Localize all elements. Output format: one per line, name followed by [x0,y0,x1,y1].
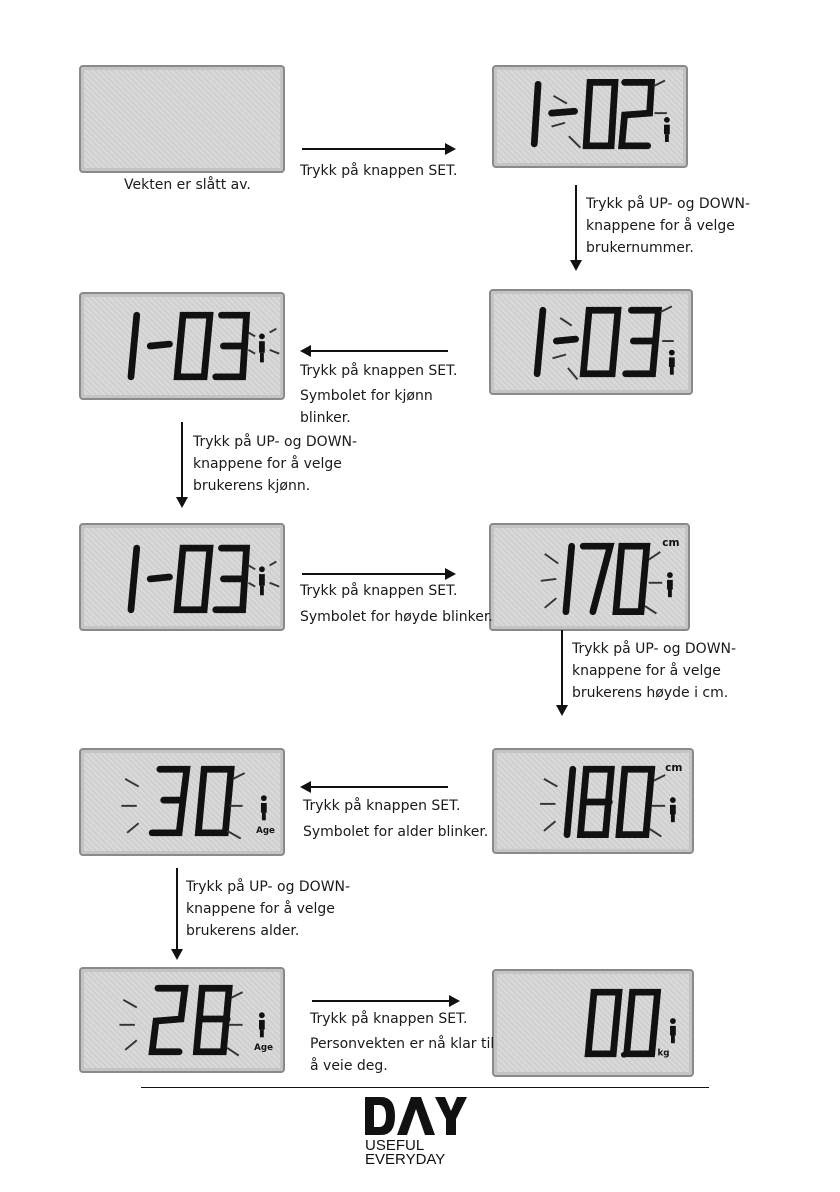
arrow-icon [569,185,583,271]
person-icon [670,797,676,822]
arrow-icon [300,780,448,794]
unit-age: Age [256,825,275,836]
caption-press-set-1 [300,160,457,182]
lcd-display-age-30 [79,748,285,856]
lcd-display-user-03 [489,289,693,395]
caption-line: å veie deg. [310,1058,388,1074]
lcd-display-user-03-gender [79,292,285,400]
caption-press-set-height [300,580,493,628]
caption-line: brukernummer. [586,240,694,256]
caption-line: blinker. [300,410,351,426]
arrow-icon [170,868,184,960]
caption-line: Trykk på knappen SET. [303,798,461,814]
lcd-display-user-03-gender-set [79,523,285,631]
lcd-display-age-28 [79,967,285,1073]
caption-press-set-gender [300,360,457,429]
caption-line: Personvekten er nå klar til [310,1036,495,1052]
caption-line: knappene for å velge [193,456,342,472]
lcd-display-weight-zero [492,969,694,1077]
caption-line: brukerens høyde i cm. [572,685,729,701]
person-icon [261,795,267,820]
person-icon [669,350,675,375]
caption-line: knappene for å velge [186,901,335,917]
caption-press-set-ready [310,1008,494,1077]
caption-line: Trykk på UP- og DOWN- [186,879,351,895]
person-icon [670,1018,676,1043]
lcd-display-height-180 [492,748,694,854]
arrow-icon [312,994,460,1008]
day-logo-mark [365,1097,467,1135]
caption-line: knappene for å velge [572,663,721,679]
arrow-icon [175,422,189,508]
person-icon [667,572,673,597]
footer-divider [141,1087,709,1088]
lcd-display-user-02 [492,65,688,168]
arrow-icon [302,567,456,581]
brand-logo [365,1097,475,1167]
caption-line: Trykk på knappen SET. [300,583,458,599]
lcd-display-off [79,65,285,173]
arrow-icon [300,344,448,358]
caption-scale-off [124,174,251,196]
person-icon [259,333,265,362]
logo-line-1: USEFUL [365,1137,425,1154]
arrow-icon [302,142,456,156]
caption-line: Trykk på UP- og DOWN- [193,434,358,450]
caption-line: Trykk på knappen SET. [300,163,458,179]
arrow-icon [555,630,569,716]
person-icon [664,117,670,142]
caption-line: Symbolet for høyde blinker. [300,609,493,625]
caption-line: Trykk på UP- og DOWN- [572,641,737,657]
caption-select-gender [193,431,357,497]
caption-select-user [586,193,750,259]
caption-line: Symbolet for kjønn [300,388,433,404]
unit-kg: kg [657,1048,670,1059]
caption-line: knappene for å velge [586,218,735,234]
unit-cm: cm [665,762,683,775]
caption-line: Vekten er slått av. [124,177,251,193]
logo-line-2: EVERYDAY [365,1151,446,1168]
caption-select-height [572,638,736,704]
unit-cm: cm [662,537,680,550]
caption-press-set-age [303,795,488,843]
lcd-display-height-170 [489,523,690,631]
caption-line: brukerens alder. [186,923,300,939]
caption-line: Symbolet for alder blinker. [303,824,489,840]
caption-line: Trykk på knappen SET. [300,363,458,379]
person-icon [259,1012,265,1037]
caption-line: Trykk på UP- og DOWN- [586,196,751,212]
caption-line: Trykk på knappen SET. [310,1011,468,1027]
person-icon [259,566,265,595]
unit-age: Age [254,1042,273,1053]
caption-select-age [186,876,350,942]
caption-line: brukerens kjønn. [193,478,311,494]
